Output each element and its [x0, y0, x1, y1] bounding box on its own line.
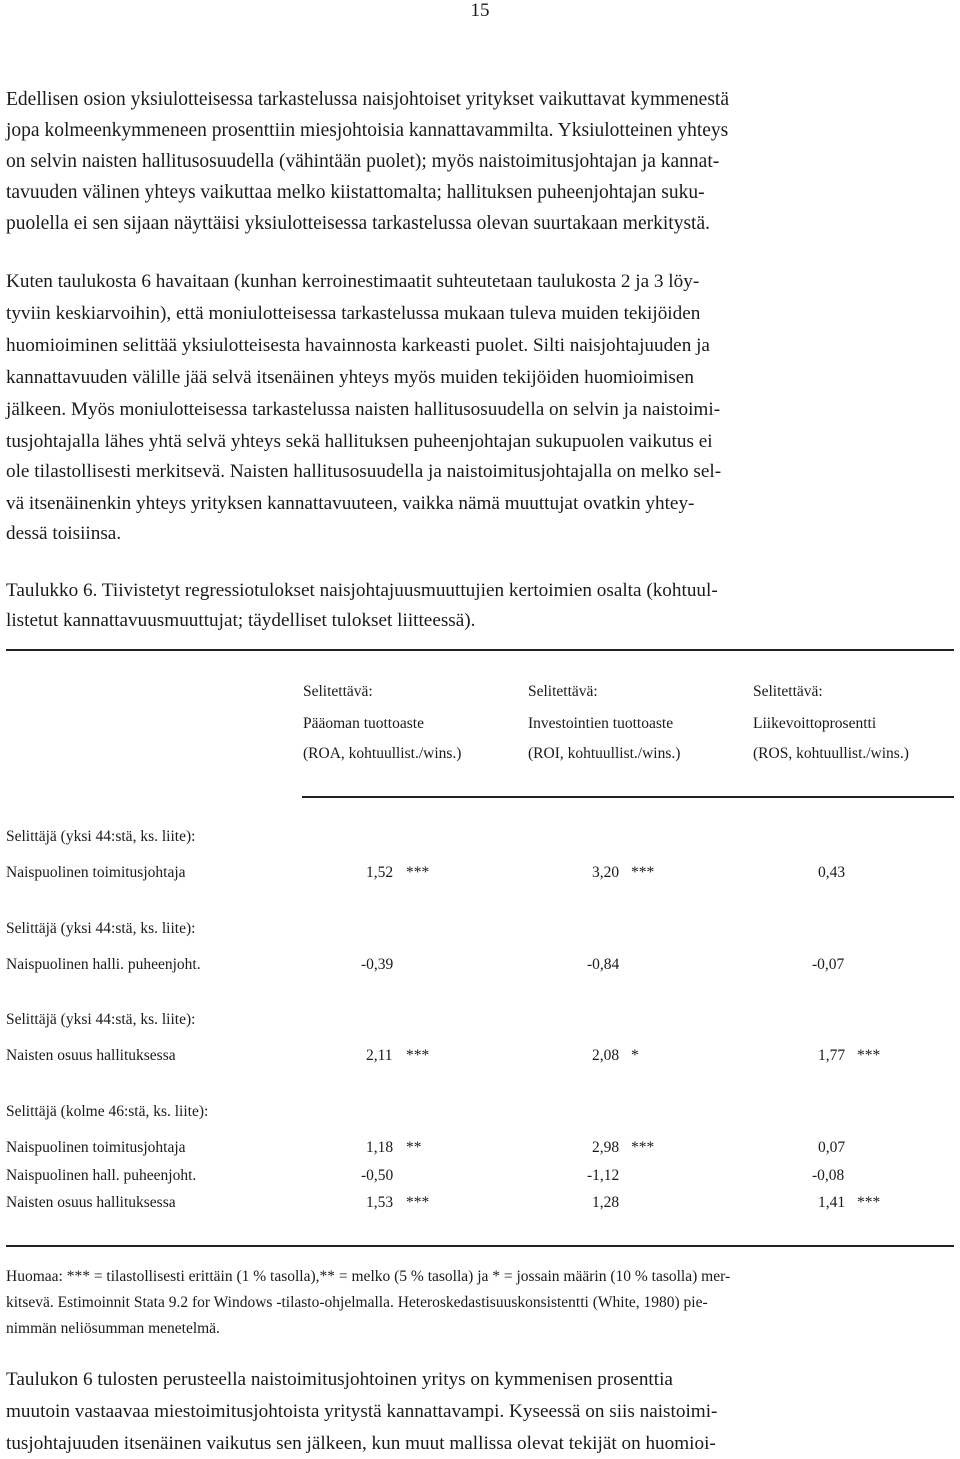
- text-line: tusjohtajuuden itsenäinen vaikutus sen jälkeen, kun muut mallissa olevat tekijät on huomioi-: [6, 1433, 716, 1454]
- note-line: Huomaa: *** = tilastollisesti erittäin (1 % tasolla),** = melko (5 % tasolla) ja * = jossain määrin (10 % tasolla) mer-: [6, 1268, 731, 1285]
- coefficient-value: 1,28: [592, 1194, 620, 1211]
- column-header-line: Selitettävä:: [303, 683, 373, 700]
- coefficient-value: 2,08: [592, 1047, 620, 1064]
- text-line: puolella ei sen sijaan näyttäisi yksiulotteisessa tarkastelussa olevan suurtakaan merkitystä.: [6, 213, 710, 234]
- group-header: Selittäjä (yksi 44:stä, ks. liite):: [6, 828, 196, 845]
- page-number: 15: [470, 0, 490, 21]
- text-line: ole tilastollisesti merkitsevä. Naisten hallitusosuudella ja naistoimitusjohtajalla on melko sel-: [6, 461, 722, 482]
- coefficient-value: 1,41: [818, 1194, 846, 1211]
- text-line: tavuuden välinen yhteys vaikuttaa melko kiistattomalta; hallituksen puheenjohtajan suku-: [6, 182, 705, 203]
- text-line: jälkeen. Myös moniulotteisessa tarkastelussa naisten hallitusosuudella on selvin ja naistoimi-: [6, 399, 721, 420]
- column-header-line: Pääoman tuottoaste: [303, 715, 424, 732]
- text-line: vä itsenäinenkin yhteys yrityksen kannattavuuteen, vaikka nämä muuttujat ovatkin yhtey-: [6, 493, 695, 514]
- row-label: Naispuolinen toimitusjohtaja: [6, 864, 186, 881]
- caption-line: Taulukko 6. Tiivistetyt regressiotulokset naisjohtajuusmuuttujien kertoimien osalta (kohtuul-: [6, 580, 718, 601]
- column-header-line: Selitettävä:: [528, 683, 598, 700]
- text-line: on selvin naisten hallitusosuudella (vähintään puolet); myös naistoimitusjohtajan ja kannat-: [6, 151, 720, 172]
- coefficient-value: -0,50: [361, 1167, 394, 1184]
- column-header-line: Investointien tuottoaste: [528, 715, 674, 732]
- column-header-line: (ROI, kohtuullist./wins.): [528, 745, 681, 762]
- table-top-rule: [6, 649, 954, 651]
- column-header-line: (ROS, kohtuullist./wins.): [753, 745, 909, 762]
- column-header-line: Liikevoittoprosentti: [753, 715, 877, 732]
- group-header: Selittäjä (yksi 44:stä, ks. liite):: [6, 1011, 196, 1028]
- significance-stars: ***: [857, 1047, 881, 1064]
- significance-stars: ***: [631, 864, 655, 881]
- coefficient-value: 2,98: [592, 1139, 620, 1156]
- column-header-rule: [302, 796, 954, 798]
- note-line: kitsevä. Estimoinnit Stata 9.2 for Windows -tilasto-ohjelmalla. Heteroskedastisuuskonsistentti (White, 1980) pie-: [6, 1294, 708, 1311]
- note-line: nimmän neliösumman menetelmä.: [6, 1320, 220, 1337]
- coefficient-value: 0,07: [818, 1139, 846, 1156]
- coefficient-value: 2,11: [366, 1047, 393, 1064]
- significance-stars: ***: [406, 1047, 430, 1064]
- coefficient-value: 0,43: [818, 864, 846, 881]
- group-header: Selittäjä (kolme 46:stä, ks. liite):: [6, 1103, 209, 1120]
- coefficient-value: 1,77: [818, 1047, 846, 1064]
- row-label: Naisten osuus hallituksessa: [6, 1194, 176, 1211]
- row-label: Naisten osuus hallituksessa: [6, 1047, 176, 1064]
- coefficient-value: -0,07: [812, 956, 845, 973]
- group-header: Selittäjä (yksi 44:stä, ks. liite):: [6, 920, 196, 937]
- coefficient-value: 1,53: [366, 1194, 394, 1211]
- significance-stars: **: [406, 1139, 422, 1156]
- significance-stars: *: [631, 1047, 639, 1064]
- coefficient-value: -0,84: [587, 956, 620, 973]
- coefficient-value: -1,12: [587, 1167, 620, 1184]
- text-line: muutoin vastaavaa miestoimitusjohtoista yritystä kannattavampi. Kyseessä on siis naistoimi-: [6, 1401, 718, 1422]
- row-label: Naispuolinen toimitusjohtaja: [6, 1139, 186, 1156]
- text-line: jopa kolmeenkymmeneen prosenttiin miesjohtoisia kannattavammilta. Yksiulotteinen yhteys: [6, 120, 729, 141]
- coefficient-value: -0,39: [361, 956, 394, 973]
- text-line: Kuten taulukosta 6 havaitaan (kunhan kerroinestimaatit suhteutetaan taulukosta 2 ja 3 löy-: [6, 271, 700, 292]
- coefficient-value: 3,20: [592, 864, 620, 881]
- significance-stars: ***: [857, 1194, 881, 1211]
- column-header-line: Selitettävä:: [753, 683, 823, 700]
- text-line: dessä toisiinsa.: [6, 523, 122, 544]
- text-line: Edellisen osion yksiulotteisessa tarkastelussa naisjohtoiset yritykset vaikuttavat kymmenestä: [6, 89, 729, 110]
- significance-stars: ***: [406, 1194, 430, 1211]
- text-line: tusjohtajalla lähes yhtä selvä yhteys sekä hallituksen puheenjohtajan sukupuolen vaikutus ei: [6, 431, 713, 452]
- text-line: tyviin keskiarvoihin), että moniulotteisessa tarkastelussa mukaan tuleva muiden tekijöiden: [6, 303, 701, 324]
- caption-line: listetut kannattavuusmuuttujat; täydelliset tulokset liitteessä).: [6, 610, 476, 631]
- significance-stars: ***: [631, 1139, 655, 1156]
- significance-stars: ***: [406, 864, 430, 881]
- coefficient-value: -0,08: [812, 1167, 845, 1184]
- row-label: Naispuolinen halli. puheenjoht.: [6, 956, 201, 973]
- text-line: huomioiminen selittää yksiulotteisesta havainnosta karkeasti puolet. Silti naisjohtajuuden ja: [6, 335, 710, 356]
- coefficient-value: 1,52: [366, 864, 394, 881]
- row-label: Naispuolinen hall. puheenjoht.: [6, 1167, 197, 1184]
- table-bottom-rule: [6, 1245, 954, 1247]
- column-header-line: (ROA, kohtuullist./wins.): [303, 745, 462, 762]
- text-line: kannattavuuden välille jää selvä itsenäinen yhteys myös muiden tekijöiden huomioimisen: [6, 367, 694, 388]
- text-line: Taulukon 6 tulosten perusteella naistoimitusjohtoinen yritys on kymmenisen prosenttia: [6, 1369, 673, 1390]
- coefficient-value: 1,18: [366, 1139, 394, 1156]
